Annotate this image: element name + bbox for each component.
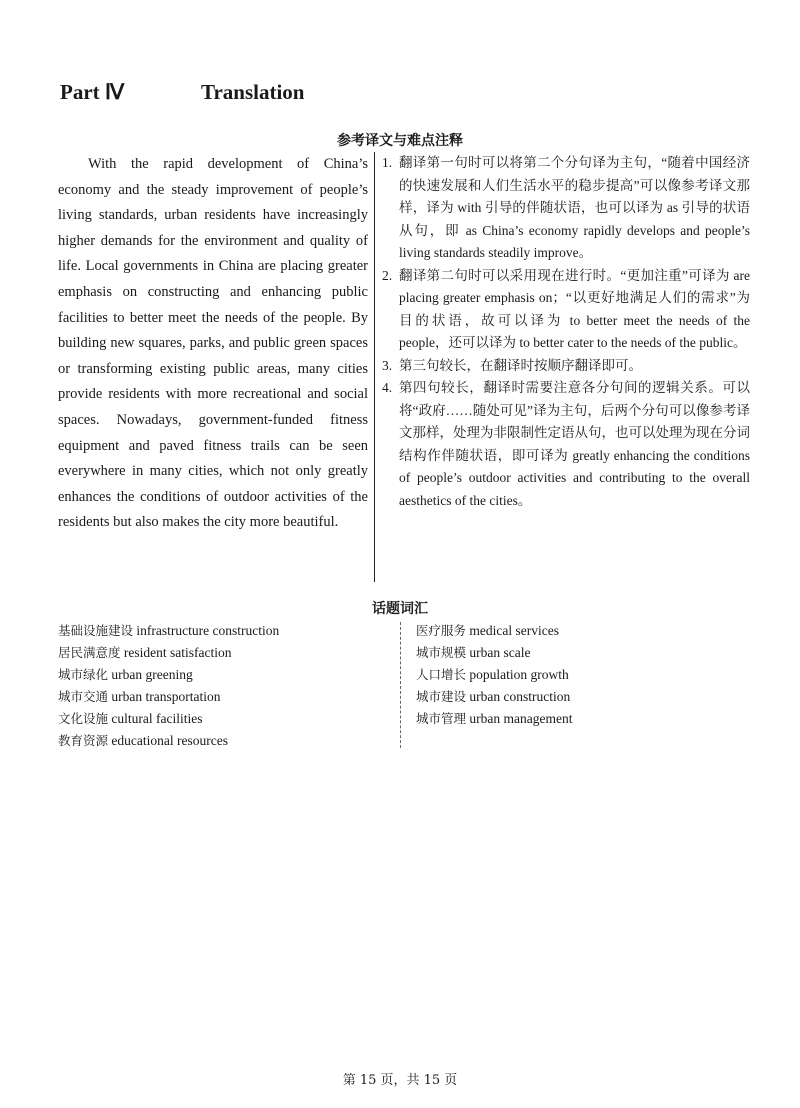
vocab-chinese: 城市规模 [416,645,467,660]
note-item [382,355,750,378]
vocab-english: population growth [469,667,569,682]
page-footer: 第 15 页，共 15 页 [342,1073,458,1088]
vocab-chinese: 文化设施 [58,711,109,726]
note-number: 4. [382,380,393,395]
note-text: 翻译第二句时可以采用现在进行时。“更加注重”可译为 are placing greater emphasis on；“以更好地满足人们的需求”为目的状语，故可以译为 to better meet the needs of the people，还可以译为 to better cater to the needs of the public。 [399,267,750,350]
vocab-list-left [58,620,378,752]
vocab-chinese: 基础设施建设 [58,623,134,638]
vocab-chinese: 城市管理 [416,711,467,726]
note-number: 2. [382,267,393,283]
translation-passage: With the rapid development of China’s economy and the steady improvement of people’s living standards, urban residents have increasingly higher demands for the environment and quality of life. Local governments in China are placing greater emphasis on constructing and enhancing public facilities to better meet the needs of the people. By building new squares, parks, and public green spaces or transforming existing public areas, many cities provide residents with more recreational and social spaces. Nowadays, government-funded fitness equipment and paved fitness trails can be seen everywhere in many cities, which not only greatly enhances the conditions of outdoor activities of the residents but also makes the city more beautiful. [58,156,368,531]
note-number: 1. [382,155,393,170]
vocab-english: educational resources [111,733,228,748]
vocab-chinese: 人口增长 [416,667,467,682]
vocab-item [58,664,378,686]
vocab-english: cultural facilities [111,711,203,726]
vocab-item [416,664,756,686]
vocab-item [58,620,378,642]
vocab-item [416,620,756,642]
notes-list [382,152,750,512]
note-text: 翻译第一句时可以将第二个分句译为主句，“随着中国经济的快速发展和人们生活水平的稳步提高”可以像参考译文那样，译为 with 引导的伴随状语，也可以译为 as 引导的状语从句，即 as China’s economy rapidly develops and people’s living standards steadily improve。 [399,155,750,260]
note-text: 第四句较长，翻译时需要注意各分句间的逻辑关系。可以将“政府……随处可见”译为主句，后两个分句可以像参考译文那样，处理为非限制性定语从句，也可以处理为现在分词结构作伴随状语，即可译为 greatly enhancing the conditions of people’s outdoor activities and contributing to the overall aesthetics of the cities。 [399,380,750,508]
vocab-english: urban greening [111,667,193,682]
section-title: Translation [201,80,305,104]
vocab-chinese: 城市建设 [416,689,467,704]
vocab-heading: 话题词汇 [372,601,428,617]
note-item [382,377,750,512]
column-divider [374,152,375,582]
notes-heading: 参考译文与难点注释 [337,133,463,149]
vocab-english: urban construction [469,689,571,704]
vocab-item [58,708,378,730]
note-number: 3. [382,357,393,373]
vocab-chinese: 城市交通 [58,689,109,704]
vocab-english: infrastructure construction [136,623,280,638]
note-text: 第三句较长，在翻译时按顺序翻译即可。 [399,357,642,373]
note-item [382,152,750,265]
vocab-item [416,686,756,708]
vocab-english: urban scale [469,645,531,660]
vocab-chinese: 教育资源 [58,733,109,748]
vocab-item [58,730,378,752]
vocab-english: medical services [469,623,559,638]
vocab-item [58,686,378,708]
vocab-item [416,708,756,730]
vocab-divider [400,622,401,748]
vocab-english: urban transportation [111,689,221,704]
vocab-chinese: 城市绿化 [58,667,109,682]
vocab-list-right [416,620,756,730]
vocab-english: urban management [469,711,573,726]
vocab-chinese: 居民满意度 [58,645,121,660]
vocab-item [416,642,756,664]
vocab-chinese: 医疗服务 [416,623,467,638]
note-item [382,265,750,355]
vocab-english: resident satisfaction [123,645,232,660]
vocab-item [58,642,378,664]
part-label: Part Ⅳ [60,80,125,104]
